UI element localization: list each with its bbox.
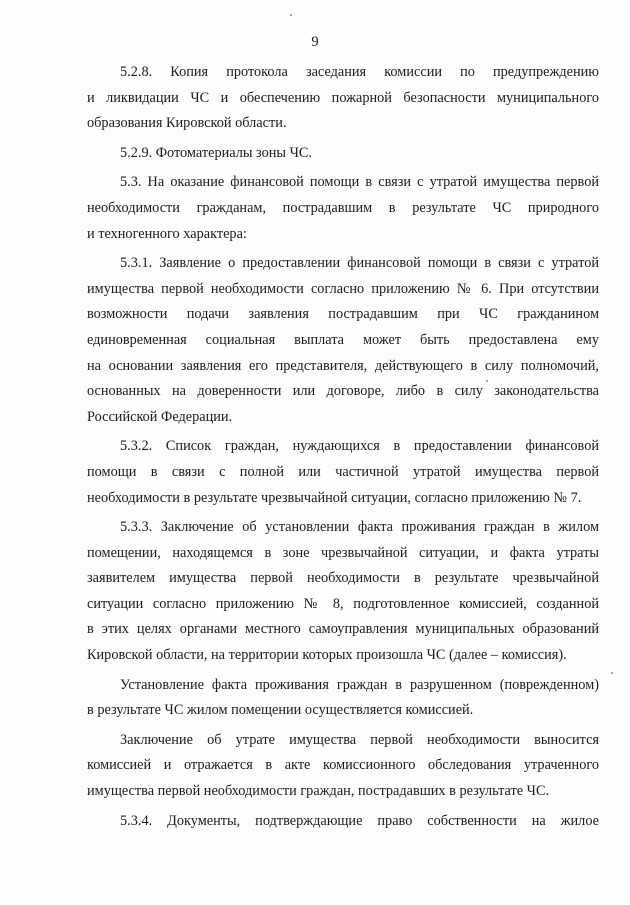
- text-line: ситуации согласно приложению № 8, подготовленное комиссией, созданной: [87, 595, 599, 612]
- paragraph-p-5-2-9: [87, 141, 599, 167]
- text-line: Кировской области, на территории которых произошла ЧС (далее – комиссия).: [87, 647, 567, 664]
- text-line: и техногенного характера:: [87, 225, 247, 242]
- text-line: комиссией и отражается в акте комиссионного обследования утраченного: [87, 757, 599, 774]
- text-line: 5.3.2. Список граждан, нуждающихся в предоставлении финансовой: [120, 438, 599, 455]
- text-line: образования Кировской области.: [87, 115, 287, 132]
- text-line: помощи в связи с полной или частичной утратой имущества первой: [87, 463, 599, 480]
- paragraph-p-5-3-2: [87, 434, 599, 511]
- text-line: единовременная социальная выплата может быть предоставлена ему: [87, 331, 599, 348]
- text-line: 5.2.8. Копия протокола заседания комиссии по предупреждению: [120, 64, 599, 80]
- text-line: необходимости в результате чрезвычайной ситуации, согласно приложению № 7.: [87, 489, 582, 506]
- paragraph-p-conclusion: [87, 728, 599, 805]
- text-line: имущества первой необходимости согласно приложению № 6. При отсутствии: [87, 280, 599, 297]
- paragraph-p-5-3: [87, 170, 599, 247]
- text-line: 5.3.4. Документы, подтверждающие право собственности на жилое: [120, 812, 599, 829]
- scan-speck: [290, 14, 292, 16]
- scan-speck: [611, 672, 613, 674]
- text-line: в этих целях органами местного самоуправления муниципальных образований: [87, 621, 599, 638]
- paragraph-p-fact: [87, 673, 599, 724]
- text-line: на основании заявления его представителя, действующего в силу полномочий,: [87, 357, 599, 374]
- text-line: возможности подачи заявления пострадавшим при ЧС гражданином: [87, 306, 599, 323]
- text-line: 5.2.9. Фотоматериалы зоны ЧС.: [120, 144, 312, 161]
- text-line: помещении, находящемся в зоне чрезвычайной ситуации, и факта утраты: [87, 544, 599, 561]
- paragraph-p-5-3-1: [87, 251, 599, 430]
- paragraph-p-5-3-4: [87, 809, 599, 835]
- text-line: Заключение об утрате имущества первой необходимости выносится: [120, 731, 599, 748]
- text-line: имущества первой необходимости граждан, пострадавших в результате ЧС.: [87, 783, 550, 800]
- text-line: 5.3. На оказание финансовой помощи в связи с утратой имущества первой: [120, 174, 599, 191]
- scan-speck: [486, 380, 488, 382]
- text-line: основанных на доверенности или договоре, либо в силу законодательства: [87, 383, 599, 400]
- page-number: 9: [311, 34, 319, 50]
- text-line: Российской Федерации.: [87, 408, 233, 425]
- text-line: Установление факта проживания граждан в разрушенном (поврежденном): [120, 676, 599, 693]
- text-line: в результате ЧС жилом помещении осуществляется комиссией.: [87, 702, 474, 719]
- text-line: заявителем имущества первой необходимости в результате чрезвычайной: [87, 570, 599, 587]
- paragraph-p-5-2-8: [87, 60, 599, 137]
- text-line: 5.3.3. Заключение об установлении факта проживания граждан в жилом: [120, 519, 599, 536]
- document-body: [87, 60, 599, 834]
- text-line: необходимости гражданам, пострадавшим в результате ЧС природного: [87, 199, 599, 216]
- paragraph-p-5-3-3: [87, 515, 599, 669]
- text-line: и ликвидации ЧС и обеспечению пожарной безопасности муниципального: [87, 89, 599, 106]
- text-line: 5.3.1. Заявление о предоставлении финансовой помощи в связи с утратой: [120, 255, 599, 272]
